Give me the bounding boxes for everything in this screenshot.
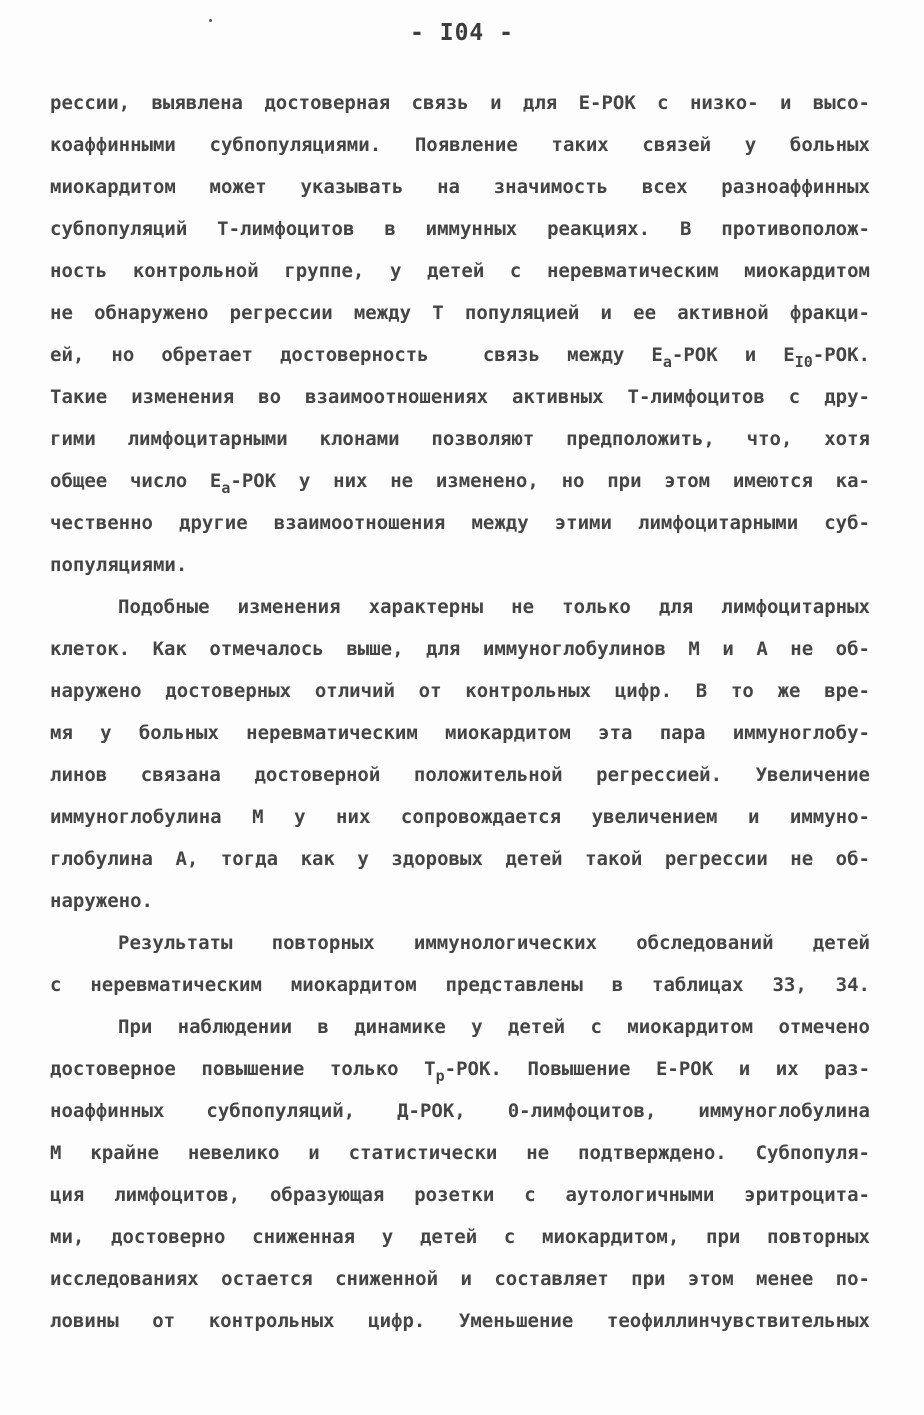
line-segment: -РОК и Е	[671, 344, 795, 366]
text-line: Результаты повторных иммунологических обследований детей	[118, 932, 870, 954]
text-line: не обнаружено регрессии между Т популяцией и ее активной фракци-	[50, 302, 870, 324]
line-segment: -РОК. Повышение Е-РОК и их раз-	[444, 1058, 871, 1080]
text-line-with-subscripts	[50, 463, 870, 499]
text-line: наружено достоверных отличий от контрольных цифр. В то же вре-	[50, 680, 870, 702]
text-line: субпопуляций Т-лимфоцитов в иммунных реакциях. В противополож-	[50, 218, 870, 240]
text-line: миокардитом может указывать на значимость всех разноаффинных	[50, 176, 870, 198]
text-line: иммуноглобулина М у них сопровождается увеличением и иммуно-	[50, 806, 870, 828]
text-line: ция лимфоцитов, образующая розетки с аутологичными эритроцита-	[50, 1184, 870, 1206]
text-line: Подобные изменения характерны не только для лимфоцитарных	[118, 596, 870, 618]
text-line: коаффинными субпопуляциями. Появление таких связей у больных	[50, 134, 870, 156]
text-line: рессии, выявлена достоверная связь и для Е-РОК с низко- и высо-	[50, 92, 870, 114]
line-segment: достоверное повышение только Т	[50, 1058, 436, 1080]
page-number: - I04 -	[410, 20, 514, 46]
text-line: линов связана достоверной положительной регрессией. Увеличение	[50, 764, 870, 786]
text-line: исследованиях остается сниженной и составляет при этом менее по-	[50, 1268, 870, 1290]
subscript: а	[662, 353, 672, 371]
text-line-with-subscripts	[50, 1051, 870, 1087]
line-segment: общее число Е	[50, 470, 222, 492]
line-segment: -РОК.	[812, 344, 870, 366]
text-line: ность контрольной группе, у детей с неревматическим миокардитом	[50, 260, 870, 282]
text-line: ловины от контрольных цифр. Уменьшение теофиллинчувствительных	[50, 1310, 870, 1332]
text-line: с неревматическим миокардитом представлены в таблицах 33, 34.	[50, 974, 870, 996]
text-line: ми, достоверно сниженная у детей с миокардитом, при повторных	[50, 1226, 870, 1248]
text-line-with-subscripts	[50, 337, 870, 373]
text-line: клеток. Как отмечалось выше, для иммуноглобулинов М и А не об-	[50, 638, 870, 660]
line-segment: ей, но обретает достоверность связь между Е	[50, 344, 663, 366]
text-line: чественно другие взаимоотношения между этими лимфоцитарными суб-	[50, 512, 870, 534]
text-line: При наблюдении в динамике у детей с миокардитом отмечено	[118, 1016, 870, 1038]
subscript: р	[435, 1067, 445, 1085]
text-line: популяциями.	[50, 554, 188, 576]
text-line: М крайне невелико и статистически не подтверждено. Субпопуля-	[50, 1142, 870, 1164]
scan-speck	[209, 19, 212, 22]
text-line: ноаффинных субпопуляций, Д-РОК, 0-лимфоцитов, иммуноглобулина	[50, 1100, 870, 1122]
text-line: наружено.	[50, 890, 153, 912]
text-line: Такие изменения во взаимоотношениях активных Т-лимфоцитов с дру-	[50, 386, 870, 408]
subscript: I0	[794, 353, 813, 371]
subscript: а	[221, 479, 231, 497]
text-line: гими лимфоцитарными клонами позволяют предположить, что, хотя	[50, 428, 870, 450]
line-segment: -РОК у них не изменено, но при этом имеются ка-	[230, 470, 870, 492]
text-line: мя у больных неревматическим миокардитом эта пара иммуноглобу-	[50, 722, 870, 744]
text-line: глобулина А, тогда как у здоровых детей такой регрессии не об-	[50, 848, 870, 870]
